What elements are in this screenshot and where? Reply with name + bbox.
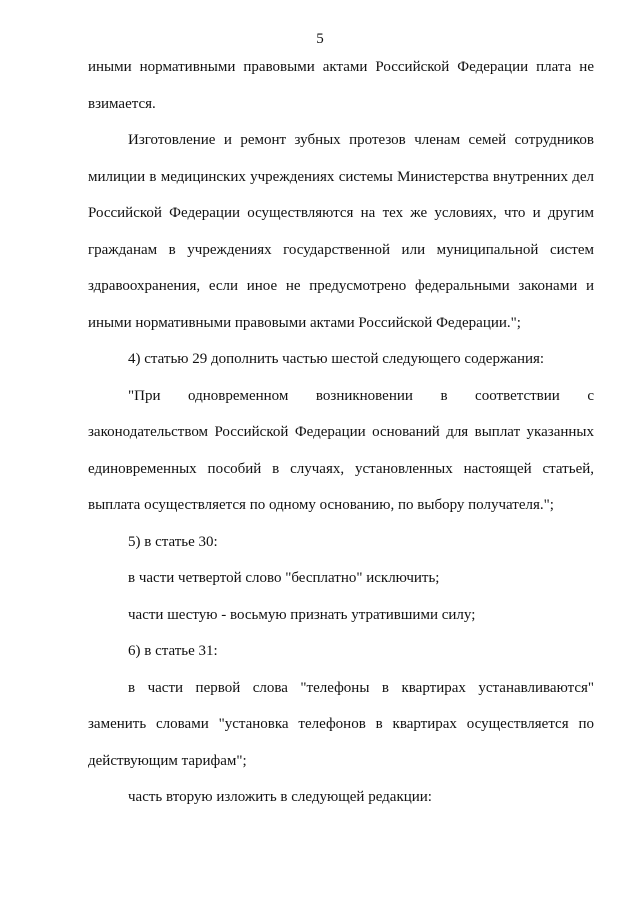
paragraph-dental-prosthetics: Изготовление и ремонт зубных протезов членам семей сотрудников милиции в медицинских учреждениях системы Министерства внутренних дел Российской Федерации осуществляются на тех же условиях, что и другим гражданам в учреждениях государственной или муниципальной систем здравоохранения, если иное не предусмотрено федеральными законами и иными нормативными правовыми актами Российской Федерации."; — [88, 132, 594, 331]
paragraph-part-two: часть вторую изложить в следующей редакции: — [128, 789, 432, 805]
paragraph-article-29: 4) статью 29 дополнить частью шестой следующего содержания: — [128, 351, 545, 367]
paragraph-part-four: в части четвертой слово "бесплатно" исключить; — [128, 570, 440, 586]
page-number: 5 — [316, 31, 324, 47]
paragraph-part-one-phones: в части первой слова "телефоны в квартирах устанавливаются" заменить словами "установка телефонов в квартирах осуществляется по действующим тарифам"; — [88, 679, 594, 769]
paragraph-continuation: иными нормативными правовыми актами Российской Федерации плата не взимается. — [88, 59, 594, 112]
paragraph-parts-six-eight: части шестую - восьмую признать утратившими силу; — [128, 606, 476, 623]
paragraph-simultaneous-grounds: "При одновременном возникновении в соответствии с законодательством Российской Федерации оснований для выплат указанных единовременных пособий в случаях, установленных настоящей статьей, выплата осуществляется по одному основанию, по выбору получателя."; — [88, 387, 594, 513]
paragraph-article-31: 6) в статье 31: — [128, 643, 218, 659]
paragraph-article-30: 5) в статье 30: — [128, 533, 218, 550]
document-body — [88, 49, 594, 816]
